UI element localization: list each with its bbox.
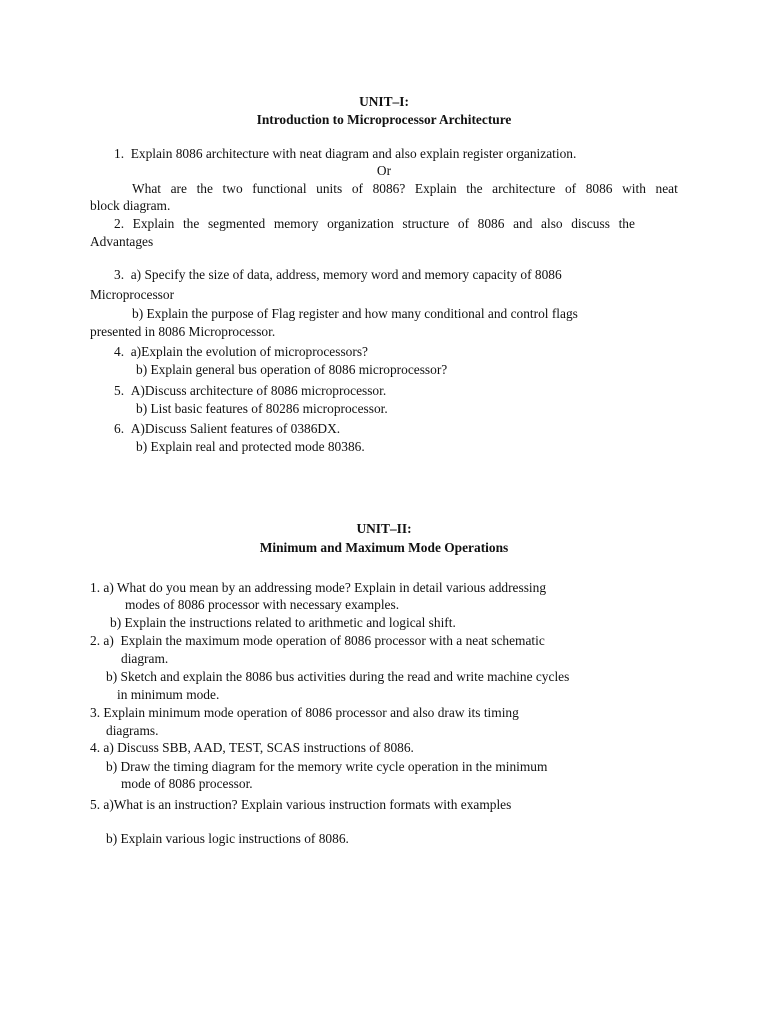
unit2-title: UNIT–II: bbox=[356, 521, 412, 536]
unit1-q4a: 4. a)Explain the evolution of microprocessors? bbox=[114, 344, 368, 359]
word: discuss bbox=[571, 216, 610, 231]
unit1-q3b: b) Explain the purpose of Flag register and how many conditional and control flags bbox=[132, 306, 578, 321]
unit2-subtitle: Minimum and Maximum Mode Operations bbox=[259, 540, 509, 555]
unit1-q3b-cont: presented in 8086 Microprocessor. bbox=[90, 324, 276, 339]
unit1-q1-alt-line bbox=[132, 181, 678, 197]
word: 8086 bbox=[585, 181, 613, 196]
word: are bbox=[170, 181, 187, 196]
unit1-q2 bbox=[114, 216, 635, 232]
unit1-q6b: b) Explain real and protected mode 80386. bbox=[136, 439, 365, 454]
unit1-q6a: 6. A)Discuss Salient features of 0386DX. bbox=[114, 421, 341, 436]
word: with bbox=[622, 181, 646, 196]
unit2-q4b-cont: mode of 8086 processor. bbox=[121, 776, 253, 791]
word: of bbox=[457, 216, 470, 231]
word: of bbox=[564, 181, 577, 196]
word: the bbox=[196, 181, 213, 196]
unit1-q1-alt-cont: block diagram. bbox=[90, 198, 171, 213]
unit2-q1b: b) Explain the instructions related to arithmetic and logical shift. bbox=[110, 615, 456, 630]
unit2-q5b: b) Explain various logic instructions of 8086. bbox=[106, 831, 349, 846]
word: of bbox=[351, 181, 363, 196]
unit2-q2b-cont: in minimum mode. bbox=[117, 687, 220, 702]
word: architecture bbox=[492, 181, 556, 196]
word: neat bbox=[655, 181, 678, 196]
unit1-q2-line bbox=[114, 216, 635, 232]
unit2-q5a: 5. a)What is an instruction? Explain various instruction formats with examples bbox=[90, 797, 512, 812]
unit2-q3: 3. Explain minimum mode operation of 8086 processor and also draw its timing bbox=[90, 705, 519, 720]
word: memory bbox=[273, 216, 319, 231]
unit1-q1: 1. Explain 8086 architecture with neat diagram and also explain register organization. bbox=[114, 146, 577, 161]
word: 2. bbox=[114, 216, 125, 231]
unit2-q2a-cont: diagram. bbox=[121, 651, 169, 666]
unit1-q3a: 3. a) Specify the size of data, address, memory word and memory capacity of 8086 bbox=[114, 267, 562, 282]
word: 8086 bbox=[477, 216, 505, 231]
unit2-q2a: 2. a) Explain the maximum mode operation of 8086 processor with a neat schematic bbox=[90, 633, 545, 648]
unit1-q3a-cont: Microprocessor bbox=[90, 287, 175, 302]
word: 8086? bbox=[372, 181, 406, 196]
unit1-q5a: 5. A)Discuss architecture of 8086 microprocessor. bbox=[114, 383, 387, 398]
unit2-q2b: b) Sketch and explain the 8086 bus activities during the read and write machine cycles bbox=[106, 669, 570, 684]
unit1-subtitle: Introduction to Microprocessor Architecture bbox=[256, 112, 512, 127]
unit1-title: UNIT–I: bbox=[359, 94, 409, 109]
word: the bbox=[618, 216, 635, 231]
word: functional bbox=[252, 181, 307, 196]
unit2-q1a-cont: modes of 8086 processor with necessary examples. bbox=[125, 597, 400, 612]
word: also bbox=[541, 216, 563, 231]
unit1-q5b: b) List basic features of 80286 microprocessor. bbox=[136, 401, 388, 416]
word: Explain bbox=[132, 216, 175, 231]
unit1-q4b: b) Explain general bus operation of 8086 microprocessor? bbox=[136, 362, 448, 377]
word: two bbox=[222, 181, 243, 196]
word: units bbox=[316, 181, 343, 196]
word: and bbox=[513, 216, 533, 231]
unit2-q1a: 1. a) What do you mean by an addressing mode? Explain in detail various addressing bbox=[90, 580, 547, 595]
unit1-q2-cont: Advantages bbox=[90, 234, 154, 249]
unit1-q1-alt bbox=[132, 181, 678, 197]
word: structure bbox=[402, 216, 450, 231]
word: organization bbox=[327, 216, 394, 231]
word: the bbox=[466, 181, 483, 196]
unit1-or: Or bbox=[376, 163, 392, 178]
unit2-q3-cont: diagrams. bbox=[106, 723, 159, 738]
unit2-q4b: b) Draw the timing diagram for the memory write cycle operation in the minimum bbox=[106, 759, 548, 774]
word: Explain bbox=[414, 181, 457, 196]
unit2-q4a: 4. a) Discuss SBB, AAD, TEST, SCAS instructions of 8086. bbox=[90, 740, 414, 755]
word: segmented bbox=[207, 216, 266, 231]
word: the bbox=[182, 216, 200, 231]
word: What bbox=[132, 181, 161, 196]
